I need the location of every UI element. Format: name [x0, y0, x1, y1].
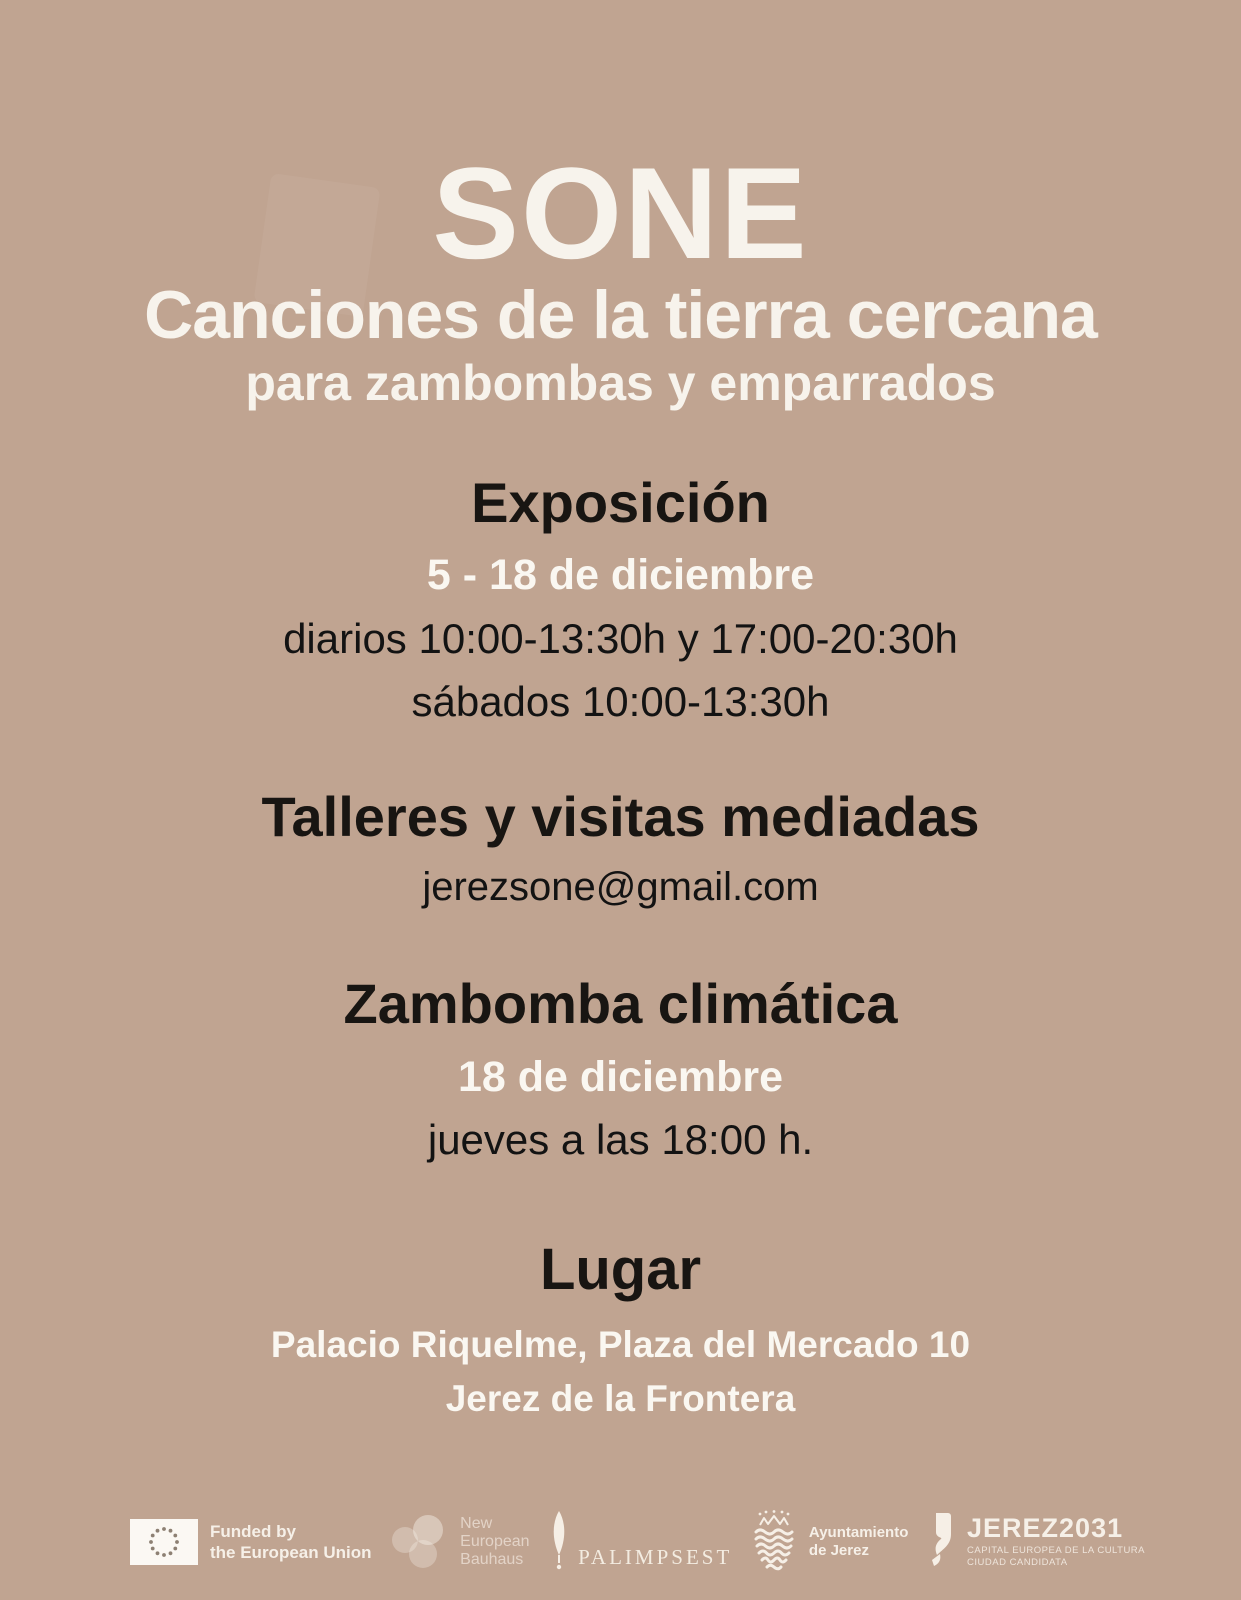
zambomba-date: 18 de diciembre	[457, 1052, 784, 1101]
exposicion-schedule-saturdays: sábados 10:00-13:30h	[411, 678, 830, 726]
palimpsest-label: PALIMPSEST	[578, 1545, 733, 1569]
section-zambomba	[0, 973, 1241, 1165]
section-talleres	[0, 786, 1241, 912]
zambomba-time: jueves a las 18:00 h.	[427, 1116, 814, 1164]
ayuntamiento-label-line2: de Jerez	[808, 1542, 869, 1559]
zambomba-heading: Zambomba climática	[343, 972, 898, 1036]
poster-subtitle-line1: Canciones de la tierra cercana	[144, 277, 1097, 353]
poster-title: SONE	[432, 140, 809, 286]
new-european-bauhaus-logo	[390, 1513, 529, 1571]
neb-circles-icon	[390, 1513, 448, 1571]
exposicion-heading: Exposición	[471, 470, 770, 534]
exposicion-dates: 5 - 18 de diciembre	[426, 551, 815, 600]
ayuntamiento-label	[809, 1524, 908, 1560]
palimpsest-logo	[548, 1510, 732, 1574]
neb-label	[460, 1515, 529, 1569]
jerez2031-subtitle-line2: CIUDAD CANDIDATA	[967, 1557, 1068, 1568]
contact-email: jerezsone@gmail.com	[422, 865, 819, 910]
poster-subtitle-line2: para zambombas y emparrados	[245, 355, 996, 412]
jerez2031-subtitle-line1: CAPITAL EUROPEA DE LA CULTURA	[967, 1544, 1145, 1556]
jerez2031-label	[967, 1512, 1145, 1570]
jerez2031-logo	[927, 1511, 1145, 1573]
exposicion-schedule-weekdays: diarios 10:00-13:30h y 17:00-20:30h	[283, 614, 958, 662]
ayuntamiento-label-line1: Ayuntamiento	[808, 1524, 909, 1541]
sponsor-logos-footer	[0, 1510, 1241, 1574]
section-exposicion	[0, 472, 1241, 728]
venue-city: Jerez de la Frontera	[445, 1377, 796, 1419]
talleres-heading: Talleres y visitas mediadas	[261, 784, 980, 848]
eu-funding-label	[210, 1521, 372, 1564]
neb-label-line3: Bauhaus	[460, 1550, 524, 1568]
eu-funding-label-line1: Funded by	[210, 1521, 296, 1541]
section-lugar	[0, 1238, 1241, 1422]
jerez2031-subtitle	[967, 1545, 1145, 1570]
eu-funding-logo	[130, 1519, 372, 1565]
crest-waves-crown-icon	[751, 1510, 797, 1574]
eu-funding-label-line2: the European Union	[210, 1543, 372, 1562]
eu-flag-icon	[130, 1519, 198, 1565]
neb-label-line2: European	[460, 1533, 530, 1551]
background-artifact	[253, 173, 380, 317]
ayuntamiento-jerez-logo	[751, 1510, 908, 1574]
jerez2031-mark-icon	[927, 1511, 955, 1573]
feather-icon	[548, 1510, 570, 1570]
jerez2031-title: JEREZ2031	[967, 1512, 1124, 1543]
venue-address: Palacio Riquelme, Plaza del Mercado 10	[270, 1323, 971, 1365]
lugar-heading: Lugar	[539, 1236, 702, 1302]
neb-label-line1: New	[460, 1515, 493, 1533]
